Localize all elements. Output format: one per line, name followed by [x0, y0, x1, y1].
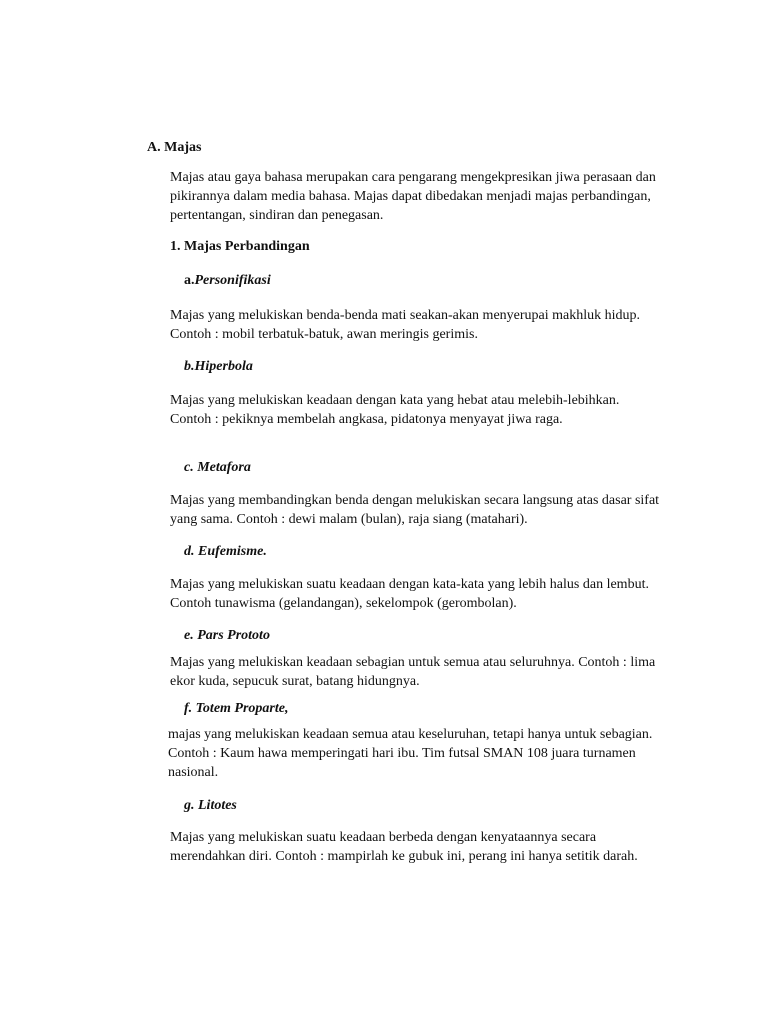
item-heading-name: Personifikasi: [194, 273, 271, 288]
item-body-hiperbola: Majas yang melukiskan keadaan dengan kata yang hebat atau melebih-lebihkan. Contoh : pekiknya membelah angkasa, pidatonya menyayat jiwa raga.: [170, 393, 620, 427]
item-body-metafora: Majas yang membandingkan benda dengan melukiskan secara langsung atas dasar sifat yang sama. Contoh : dewi malam (bulan), raja siang (matahari).: [170, 493, 660, 527]
item-heading-totem-proparte: f. Totem Proparte,: [184, 701, 289, 716]
item-heading-eufemisme: d. Eufemisme.: [184, 544, 267, 559]
item-heading-hiperbola: b.Hiperbola: [184, 359, 253, 374]
section-title: A. Majas: [147, 140, 202, 155]
item-body-eufemisme: Majas yang melukiskan suatu keadaan dengan kata-kata yang lebih halus dan lembut. Contoh tunawisma (gelandangan), sekelompok (gerombolan).: [170, 577, 649, 611]
item-body-litotes: Majas yang melukiskan suatu keadaan berbeda dengan kenyataannya secara merendahkan diri. Contoh : mampirlah ke gubuk ini, perang ini hanya setitik darah.: [170, 830, 638, 864]
item-body-pars-prototo: Majas yang melukiskan keadaan sebagian untuk semua atau seluruhnya. Contoh : lima ekor kuda, sepucuk surat, batang hidungnya.: [170, 655, 656, 689]
item-body-personifikasi: Majas yang melukiskan benda-benda mati seakan-akan menyerupai makhluk hidup. Contoh : mobil terbatuk-batuk, awan meringis gerimis.: [170, 308, 641, 342]
subsection-title: 1. Majas Perbandingan: [170, 239, 310, 254]
item-heading-personifikasi: [184, 271, 271, 290]
item-heading-litotes: g. Litotes: [184, 798, 237, 813]
item-heading-metafora: c. Metafora: [184, 460, 251, 475]
item-heading-prefix: a.: [184, 273, 195, 288]
item-body-totem-proparte: majas yang melukiskan keadaan semua atau keseluruhan, tetapi hanya untuk sebagian. Contoh : Kaum hawa memperingati hari ibu. Tim futsal SMAN 108 juara turnamen nasional.: [168, 727, 653, 780]
item-heading-pars-prototo: e. Pars Prototo: [184, 628, 270, 643]
intro-paragraph: Majas atau gaya bahasa merupakan cara pengarang mengekpresikan jiwa perasaan dan pikirannya dalam media bahasa. Majas dapat dibedakan menjadi majas perbandingan, pertentangan, sindiran dan penegasan.: [170, 170, 656, 223]
